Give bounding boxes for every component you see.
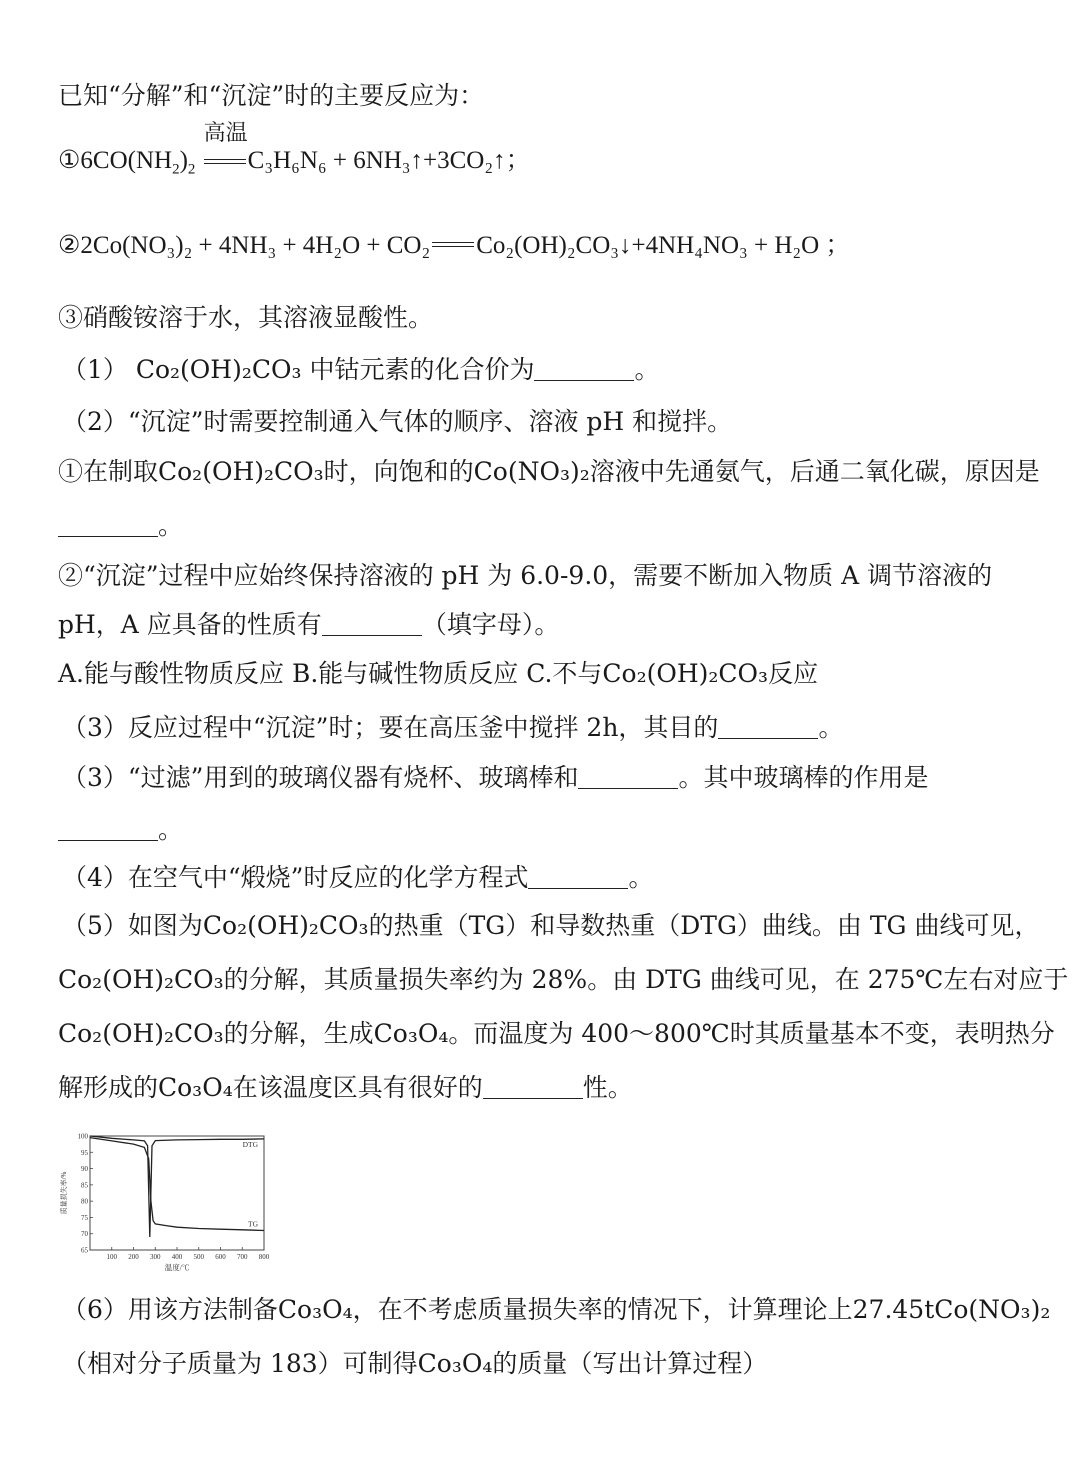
eq2-rhs: Co₂(OH)₂CO₃↓+4NH₄NO₃ + H₂O ；: [476, 232, 851, 259]
y-axis-label: 质量损失率/%: [60, 1171, 68, 1215]
q4-text: （4）在空气中“煅烧”时反应的化学方程式: [62, 863, 529, 892]
y-tick-label: 70: [81, 1230, 88, 1239]
equation-1: [58, 120, 531, 181]
question-5-line2: Co₂(OH)₂CO₃的分解，其质量损失率约为 28%。由 DTG 曲线可见，在 275℃左右对应于: [58, 965, 1069, 994]
eq1-lhs-sub2: 2: [187, 161, 196, 178]
x-tick-label: 600: [215, 1253, 226, 1261]
y-tick-label: 100: [77, 1132, 88, 1141]
double-line-arrow: [204, 159, 246, 164]
eq1-lhs-sub: 2: [172, 161, 180, 178]
q5-end: 性。: [582, 1073, 633, 1102]
q1-end: 。: [634, 355, 660, 384]
series-label-tg: TG: [248, 1219, 258, 1229]
options-line: A.能与酸性物质反应 B.能与碱性物质反应 C.不与Co₂(OH)₂CO₃反应: [58, 659, 819, 688]
y-tick-label: 75: [81, 1213, 88, 1222]
plot-frame: [90, 1136, 264, 1250]
q2a-end: 。: [158, 511, 184, 540]
question-2b-line1: ②“沉淀”过程中应始终保持溶液的 pH 为 6.0-9.0，需要不断加入物质 A 调节溶液的: [58, 561, 993, 590]
x-tick-label: 200: [128, 1253, 139, 1261]
series-line-tg: [90, 1138, 264, 1231]
q5-text: 解形成的Co₃O₄在该温度区具有很好的: [58, 1073, 483, 1102]
y-tick-label: 95: [81, 1148, 88, 1157]
question-5-line4: [58, 1070, 633, 1106]
q3b-end: 。: [158, 815, 184, 844]
intro-text: 已知“分解”和“沉淀”时的主要反应为：: [58, 81, 485, 110]
x-tick-label: 300: [150, 1253, 161, 1261]
q3a-end: 。: [818, 713, 844, 742]
x-axis-label: 温度/℃: [164, 1263, 190, 1272]
answer-blank: [718, 714, 818, 739]
question-2a: ①在制取Co₂(OH)₂CO₃时，向饱和的Co(NO₃)₂溶液中先通氨气，后通二氧化碳，原因是: [58, 457, 1040, 486]
question-3a: [62, 710, 843, 746]
answer-blank: [528, 864, 628, 889]
x-tick-label: 500: [193, 1253, 204, 1261]
q3b-mid: 。其中玻璃棒的作用是: [678, 763, 929, 792]
answer-blank: [534, 356, 634, 381]
x-tick-label: 400: [171, 1253, 183, 1261]
question-5-line3: Co₂(OH)₂CO₃的分解，生成Co₃O₄。而温度为 400～800℃时其质量基本不变，表明热分: [58, 1019, 1055, 1048]
series-label-dtg: DTG: [242, 1139, 258, 1149]
series-line-dtg: [90, 1136, 264, 1237]
question-2: （2）“沉淀”时需要控制通入气体的顺序、溶液 pH 和搅拌。: [62, 407, 733, 436]
question-6-line1: （6）用该方法制备Co₃O₄，在不考虑质量损失率的情况下，计算理论上27.45tCo(NO₃)₂: [62, 1295, 1051, 1324]
y-tick-label: 90: [81, 1165, 88, 1174]
eq2-lhs: 2Co(NO₃)₂ + 4NH₃ + 4H₂O + CO₂: [80, 232, 431, 259]
q3b-text: （3）“过滤”用到的玻璃仪器有烧杯、玻璃棒和: [62, 763, 579, 792]
eq1-lhs: 6CO(NH: [80, 147, 173, 174]
eq2-number: ②: [58, 232, 81, 259]
plot-area: [59, 1133, 270, 1273]
answer-blank: [578, 764, 678, 789]
q2b-text: pH，A 应具备的性质有: [58, 610, 322, 639]
answer-blank: [58, 816, 158, 841]
question-2a-answer: [58, 508, 183, 544]
double-line-arrow: [432, 242, 474, 247]
eq1-lhs-close: ): [179, 147, 188, 174]
y-tick-label: 85: [81, 1181, 88, 1190]
x-tick-label: 100: [106, 1253, 117, 1261]
y-tick-label: 65: [81, 1246, 88, 1255]
q4-end: 。: [628, 863, 654, 892]
x-tick-label: 700: [237, 1253, 248, 1261]
tg-dtg-chart: [56, 1126, 286, 1276]
q2b-end: （填字母）。: [421, 610, 560, 639]
answer-blank: [483, 1074, 583, 1099]
question-5-line1: （5）如图为Co₂(OH)₂CO₃的热重（TG）和导数热重（DTG）曲线。由 TG 曲线可见，: [62, 911, 1040, 940]
q3a-text: （3）反应过程中“沉淀”时；要在高压釜中搅拌 2h，其目的: [62, 713, 719, 742]
eq1-condition-label: 高温: [203, 120, 248, 145]
eq1-number: ①: [58, 147, 81, 174]
question-4: [62, 860, 654, 896]
answer-blank: [322, 611, 422, 636]
q1-text: （1） Co₂(OH)₂CO₃ 中钴元素的化合价为: [62, 355, 535, 384]
equation-2: [58, 228, 850, 264]
x-tick-label: 800: [258, 1253, 270, 1261]
note-3: ③硝酸铵溶于水，其溶液显酸性。: [58, 303, 434, 332]
question-1: [62, 352, 660, 388]
answer-blank: [58, 512, 158, 537]
question-6-line2: （相对分子质量为 183）可制得Co₃O₄的质量（写出计算过程）: [62, 1349, 768, 1378]
question-2b-line2: [58, 607, 559, 643]
y-tick-label: 80: [81, 1197, 88, 1206]
eq1-condition: [202, 120, 248, 181]
eq1-rhs: C₃H₆N₆ + 6NH₃↑+3CO₂↑；: [247, 147, 531, 174]
question-3b: [62, 760, 929, 796]
question-3b-answer: [58, 812, 183, 848]
